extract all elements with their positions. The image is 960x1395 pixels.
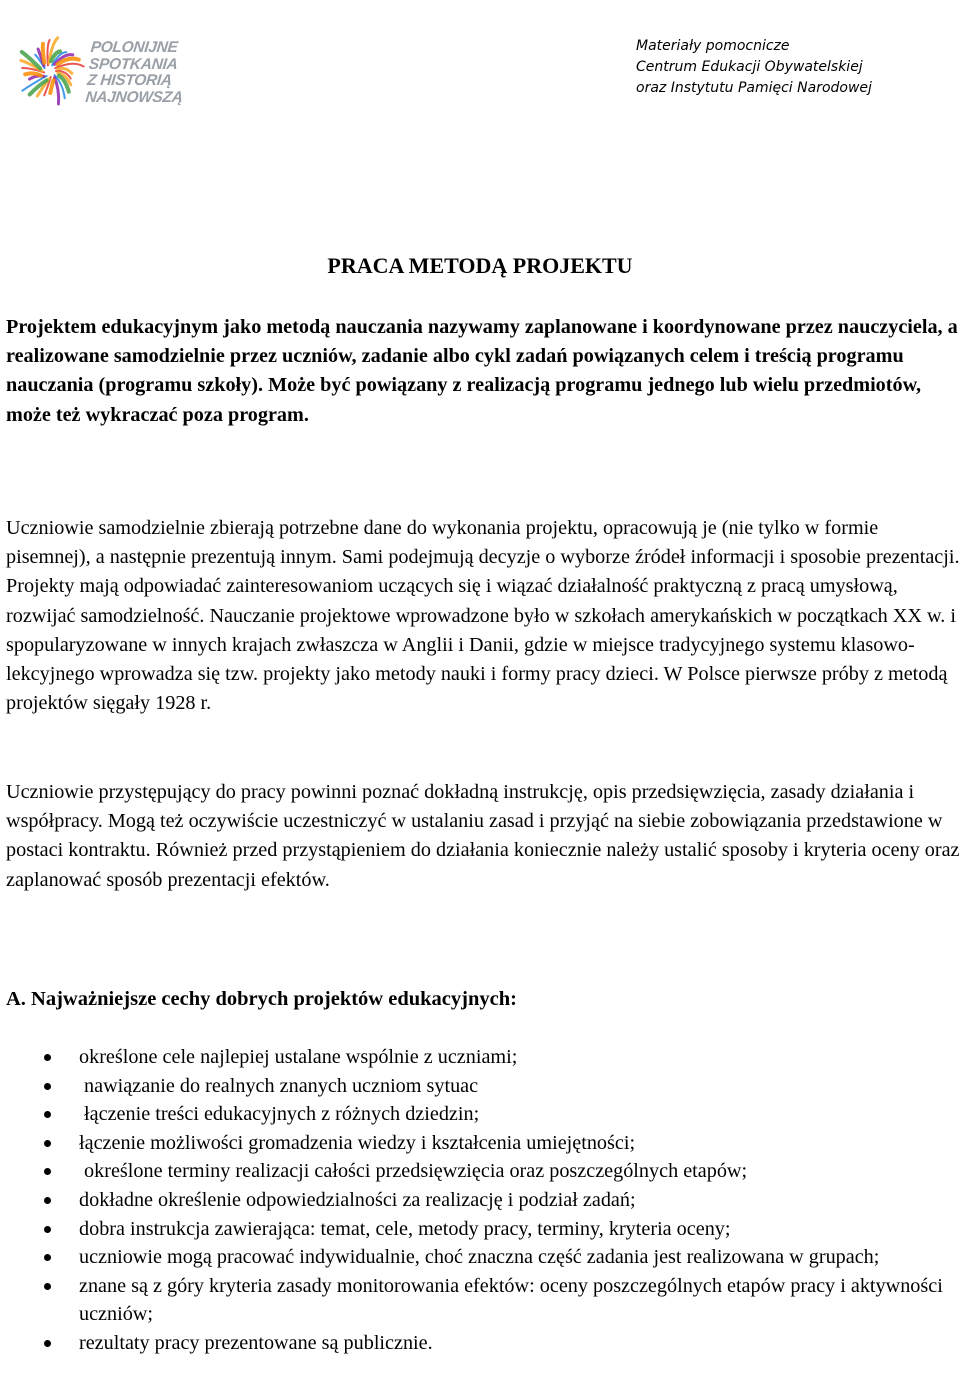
list-item: określone terminy realizacji całości przedsięwzięcia oraz poszczególnych etapów; (0, 1157, 960, 1186)
list-item: znane są z góry kryteria zasady monitorowania efektów: oceny poszczególnych etapów pracy i aktywności uczniów; (0, 1272, 960, 1329)
logo-text (85, 40, 189, 106)
header-line: Materiały pomocnicze (636, 38, 790, 54)
list-item: dokładne określenie odpowiedzialności za realizację i podział zadań; (0, 1186, 960, 1215)
logo-swirl-icon (14, 32, 86, 110)
list-item: dobra instrukcja zawierająca: temat, cele, metody pracy, terminy, kryteria oceny; (0, 1215, 960, 1244)
features-list (0, 1043, 960, 1358)
list-item: łączenie treści edukacyjnych z różnych dziedzin; (0, 1100, 960, 1129)
body-paragraph: Uczniowie samodzielnie zbierają potrzebne dane do wykonania projektu, opracowują je (nie tylko w formie pisemnej), a następnie prezentują innym. Sami podejmują decyzje o wyborze źródeł informacji i sposobie prezentacji. Projekty mają odpowiadać zainteresowaniom uczących się i wiązać działalność praktyczną z pracą umysłową, rozwijać samodzielność. Nauczanie projektowe wprowadzone było w szkołach amerykańskich w początkach XX w. i spopularyzowane w innych krajach zwłaszcza w Anglii i Danii, gdzie w miejsce tradycyjnego systemu klasowo-lekcyjnego wprowadza się tzw. projekty jako metody nauki i formy pracy dzieci. W Polsce pierwsze próby z metodą projektów sięgały 1928 r. (6, 517, 960, 715)
document-title: PRACA METODĄ PROJEKTU (327, 253, 633, 278)
logo-line: NAJNOWSZĄ (84, 88, 184, 106)
header-line: oraz Instytutu Pamięci Narodowej (636, 80, 872, 96)
list-item: łączenie możliwości gromadzenia wiedzy i kształcenia umiejętności; (0, 1129, 960, 1158)
logo-stroke (50, 80, 53, 93)
logo (14, 32, 184, 122)
list-item: rezultaty pracy prezentowane są publicznie. (0, 1329, 960, 1358)
logo-stroke (25, 73, 41, 75)
list-item: nawiązanie do realnych znanych uczniom sytuac (0, 1072, 960, 1101)
intro-paragraph: Projektem edukacyjnym jako metodą nauczania nazywamy zaplanowane i koordynowane przez nauczyciela, a realizowane samodzielnie przez uczniów, zadanie albo cykl zadań powiązanych celem i treścią programu nauczania (programu szkoły). Może być powiązany z realizacją programu jednego lub wielu przedmiotów, może też wykraczać poza program. (6, 316, 958, 426)
logo-stroke (43, 44, 44, 63)
body-paragraph: Uczniowie przystępujący do pracy powinni poznać dokładną instrukcję, opis przedsięwzięcia, zasady działania i współpracy. Mogą też oczywiście uczestniczyć w ustalaniu zasad i przyjąć na siebie zobowiązania przedstawione w postaci kontraktu. Również przed przystąpieniem do działania koniecznie należy ustalić sposoby i kryteria oceny oraz zaplanować sposób prezentacji efektów. (6, 781, 960, 891)
list-item: określone cele najlepiej ustalane wspólnie z uczniami; (0, 1043, 960, 1072)
header-note (636, 36, 872, 99)
list-item: uczniowie mogą pracować indywidualnie, choć znaczna część zadania jest realizowana w grupach; (0, 1243, 960, 1272)
logo-line: SPOTKANIA (88, 55, 179, 73)
section-heading: A. Najważniejsze cechy dobrych projektów edukacyjnych: (6, 988, 517, 1010)
logo-line: Z HISTORIĄ (86, 72, 173, 89)
logo-line: POLONIJNE (89, 39, 179, 56)
header-line: Centrum Edukacji Obywatelskiej (636, 59, 863, 75)
